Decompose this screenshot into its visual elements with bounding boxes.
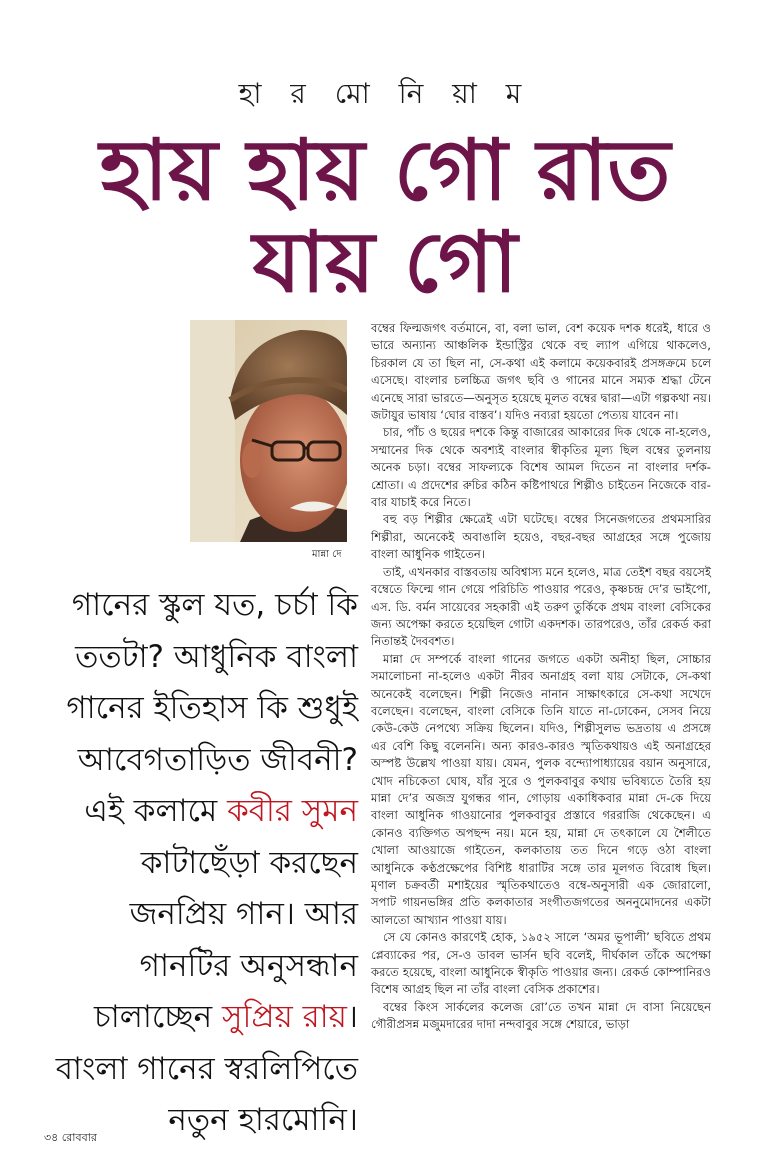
photo-caption: মান্না দে [312, 549, 342, 560]
page-number: ৩৪ [44, 1131, 59, 1144]
researcher-name: সুপ্রিয় রায় [222, 999, 347, 1035]
standfirst-text-3: । বাংলা গানের স্বরলিপিতে নতুন হারমোনি। [55, 999, 358, 1138]
body-paragraph: বম্বের কিংস সার্কলের কলেজ রো’তে তখন মান্না দে বাসা নিয়েছেন গৌরীপ্রসন্ন মজুমদারের দাদা নন্দবাবুর সঙ্গে শেয়ারে, ভাড়া [371, 999, 711, 1032]
standfirst-text-1: গানের স্কুল যত, চর্চা কি ততটা? আধুনিক বাংলা গানের ইতিহাস কি শুধুই আবেগতাড়িত জীবনী? এই কলামে [66, 587, 358, 829]
page-footer [44, 1129, 97, 1148]
headline-line-2: যায় গো [252, 213, 518, 311]
author-name: কবীর সুমন [227, 793, 358, 829]
body-paragraph: মান্না দে সম্পর্কে বাংলা গানের জগতে একটা অনীহা ছিল, সোচ্চার সমালোচনা না-হলেও একটা নীরব অনাগ্রহ বলা যায় সেটাকে, সে-কথা অনেকেই বলেছেন। শিল্পী নিজেও নানান সাক্ষাৎকারে সে-কথা সখেদে বলেছেন। বলেছেন, বাংলা বেসিকে তিনি যাতে না-ঢোকেন, সেসব নিয়ে কেউ-কেউ নেপথ্যে সক্রিয় ছিলেন। যদিও, শিল্পীসুলভ ভদ্রতায় এ প্রসঙ্গে এর বেশি কিছু বলেননি। অন্য কারও-কারও স্মৃতিকথায়ও এই অনাগ্রহের অস্পষ্ট উল্লেখ পাওয়া যায়। যেমন, পুলক বন্দ্যোপাধ্যায়ের বয়ান অনুসারে, খোদ নচিকেতা ঘোষ, যাঁর সুরে ও পুলকবাবুর কথায় ভবিষ্যতে তৈরি হয় মান্না দে’র অজস্র যুগন্ধর গান, গোড়ায় একাধিকবার মান্না দে-কে দিয়ে বাংলা আধুনিক গাওয়ানোর পুলকবাবুর প্রস্তাবে গররাজি থেকেছেন। এ কোনও ব্যক্তিগত অপছন্দ নয়। মনে হয়, মান্না দে তৎকালে যে শৈলীতে খোলা আওয়াজে গাইতেন, কলকাতায় তত দিনে গড়ে ওঠা বাংলা আধুনিকে কণ্ঠপ্রক্ষেপের বিশিষ্ট ধারাটির সঙ্গে তার মূলগত বিরোধ ছিল। মৃণাল চক্রবর্তী মশাইয়ের স্মৃতিকথাতেও বম্বে-অনুসারী এক জোরালো, সপাট গায়নভঙ্গির প্রতি কলকাতার সংগীতজগতের অননুমোদনের একটা আলতো আখ্যান পাওয়া যায়। [371, 651, 711, 927]
body-paragraph: চার, পাঁচ ও ছয়ের দশকে কিন্তু বাজারের আকারের দিক থেকে না-হলেও, সম্মানের দিক থেকে অবশ্যই বাংলার স্বীকৃতির মূল্য ছিল বম্বের তুলনায় অনেক চড়া। বম্বের সাফল্যকে বিশেষ আমল দিতেন না বাংলার দর্শক-শ্রোতা। এ প্রদেশের রুচির কঠিন কষ্টিপাথরে শিল্পীও চাইতেন নিজেকে বার-বার যাচাই করে নিতে। [371, 425, 711, 510]
standfirst-text-2: কাটাছেঁড়া করছেন জনপ্রিয় গান। আর গানটির অনুসন্ধান চালাচ্ছেন [94, 844, 358, 1035]
body-paragraph: সে যে কোনও কারণেই হোক, ১৯৫২ সালে ‘অমর ভূপালী’ ছবিতে প্রথম প্লেব্যাকের পর, সে-ও ডাবল ভার্সন ছবি বলেই, দীর্ঘকাল তাঁকে অপেক্ষা করতে হয়েছে, বাংলা আধুনিকে স্বীকৃতি পাওয়ার জন্য। রেকর্ড কোম্পানিরও বিশেষ আগ্রহ ছিল না তাঁর বাংলা বেসিক প্রকাশের। [371, 930, 711, 997]
publication-name: রোববার [61, 1131, 97, 1144]
body-paragraph: বহু বড় শিল্পীর ক্ষেত্রেই এটা ঘটেছে। বম্বের সিনেজগতের প্রথমসারির শিল্পীরা, অনেকেই অবাঙালি হয়েও, বছর-বছর আগ্রহের সঙ্গে পুজোয় বাংলা আধুনিক গাইতেন। [371, 512, 711, 562]
section-label: হা র মো নি য়া ম [238, 77, 532, 110]
portrait-photo [190, 320, 347, 542]
standfirst [44, 580, 358, 1147]
headline-line-1: হায় হায় গো রাত [99, 121, 671, 219]
body-paragraph: তাই, এখনকার বাস্তবতায় অবিশ্বাস্য মনে হলেও, মাত্র তেইশ বছর বয়সেই বম্বেতে ফিল্মে গান গেয়ে পরিচিতি পাওয়ার পরেও, কৃষ্ণচন্দ্র দে’র ভাইপো, এস. ডি. বর্মন সায়েবের সহকারী এই তরুণ তুর্কিকে প্রথম বাংলা বেসিকের জন্য অপেক্ষা করতে হয়েছিল গোটা একদশক। তারপরেও, তাঁর রেকর্ড করা নিতান্তই দৈববশত। [371, 564, 711, 649]
article-body [371, 320, 711, 1034]
body-paragraph: বম্বের ফিল্মজগৎ বর্তমানে, বা, বলা ভাল, বেশ কয়েক দশক ধরেই, ধারে ও ভারে অন্যান্য আঞ্চলিক ইন্ডাস্ট্রির থেকে বহু ল্যাপ এগিয়ে থাকলেও, চিরকাল যে তা ছিল না, সে-কথা এই কলামে কয়েকবারই প্রসঙ্গক্রমে চলে এসেছে। বাংলার চলচ্চিত্র জগৎ ছবি ও গানের মানে সম্যক শ্রদ্ধা টেনে এনেছে সারা ভারতে—অনুসৃত হয়েছে মূলত বম্বের দ্বারা—এটা গল্পকথা নয়। জটায়ুর ভাষায় ‘ঘোর বাস্তব’। যদিও নব্যরা হয়তো পেত্যয় যাবেন না। [371, 321, 711, 423]
